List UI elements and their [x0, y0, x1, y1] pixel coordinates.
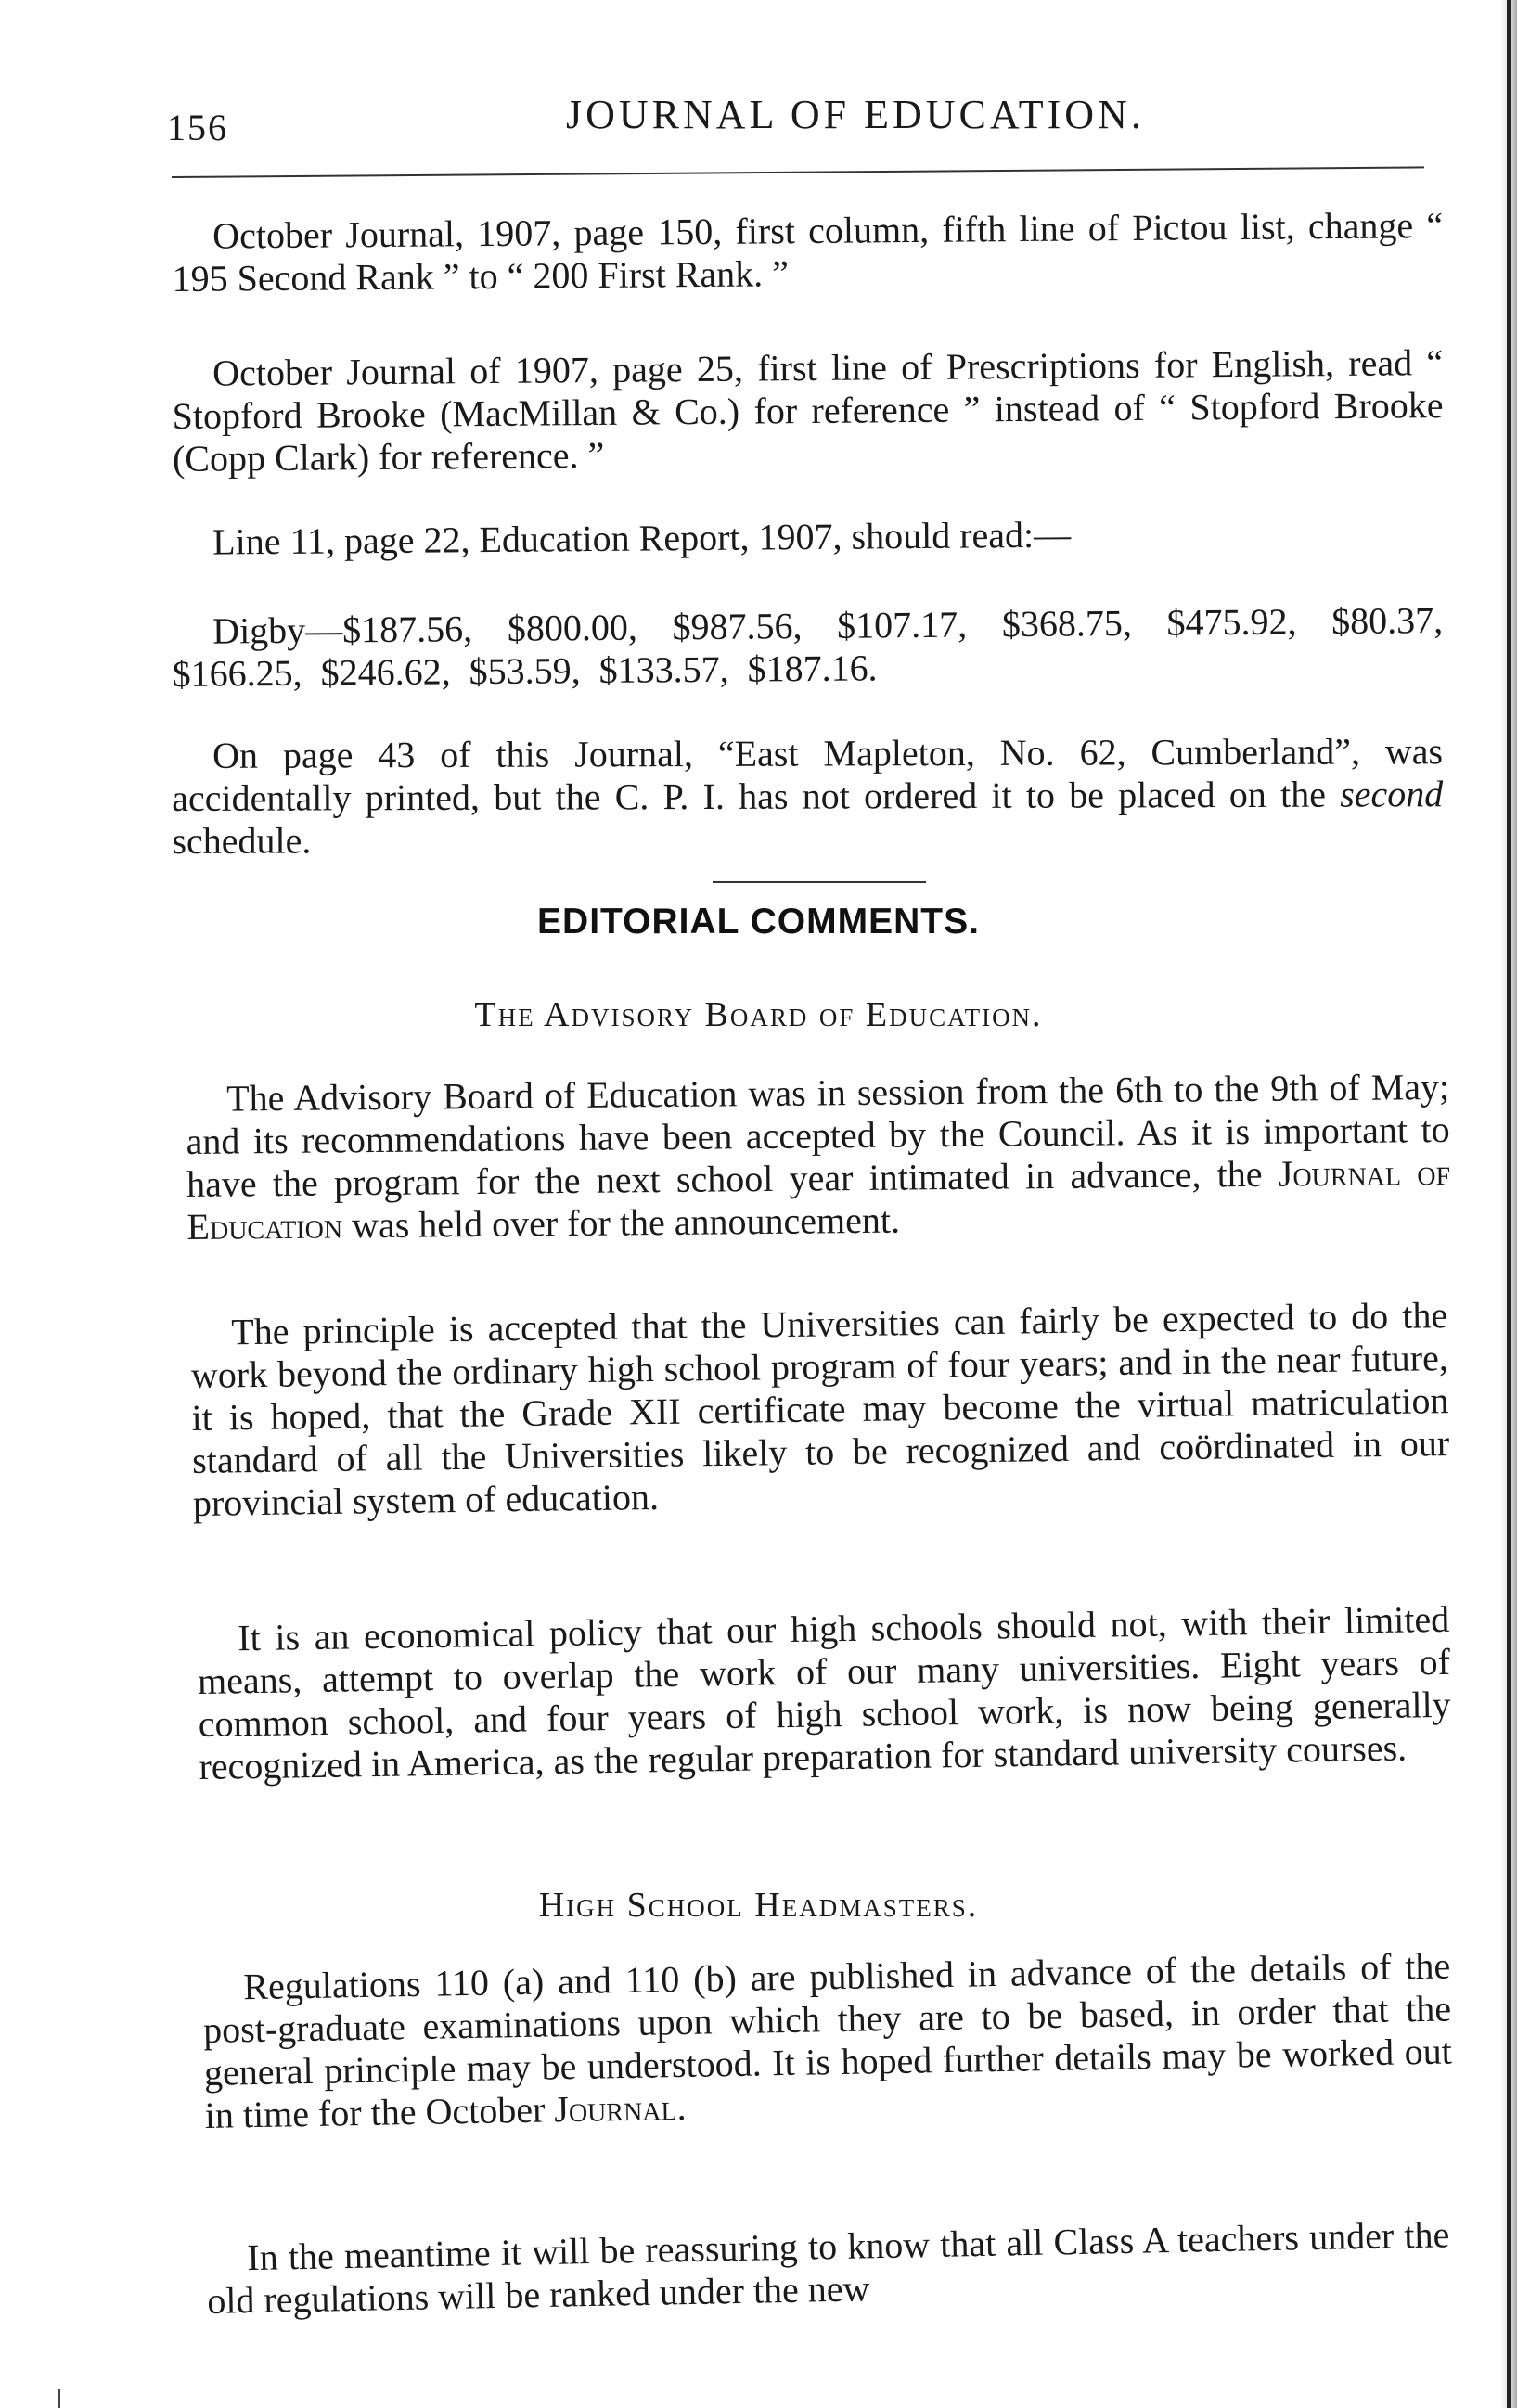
erratum-text: October Journal of 1907, page 25, first line of Prescriptions for English, read “ Stopford Brooke (MacMillan & Co.) for reference ” instead of “ Stopford Brooke (Copp Clark) for reference. ”: [172, 341, 1444, 480]
advisory-board-paragraph-2: [190, 1294, 1450, 1525]
high-school-headmasters-heading: High School Headmasters.: [538, 1886, 979, 1925]
erratum-october-journal-page-150: [172, 204, 1444, 301]
page-header: [167, 91, 1447, 156]
page-spine-edge: [1507, 0, 1511, 2408]
erratum-text: [172, 730, 1443, 863]
erratum-text-part: On page 43 of this Journal, “East Mapleton, No. 62, Cumberland”, was accidentally printed, but the C. P. I. has not ordered it to be placed on the: [172, 730, 1444, 819]
erratum-october-journal-page-25: [172, 341, 1444, 480]
journal-title-small-caps: Journal: [553, 2086, 677, 2131]
paragraph-text-part: .: [676, 2085, 687, 2129]
section-divider: [713, 881, 926, 883]
erratum-text: Line 11, page 22, Education Report, 1907, should read:—: [212, 513, 1072, 563]
journal-title-small-caps: Journal of Education: [186, 1150, 1451, 1248]
header-rule: [172, 166, 1424, 178]
editorial-comments-heading: EDITORIAL COMMENTS.: [537, 902, 980, 941]
paragraph-text-part: Regulations 110 (a) and 110 (b) are published in advance of the details of the post-graduate examinations upon which they are to be based, in order that the general principle may be understood. It is hoped further details may be worked out in time for the October: [202, 1944, 1453, 2136]
page-number: 156: [167, 107, 228, 148]
advisory-board-paragraph-1: [186, 1066, 1451, 1249]
running-title: JOURNAL OF EDUCATION.: [566, 92, 1145, 137]
paragraph-text: In the meantime it will be reassuring to know that all Class A teachers under the old regulations will be ranked under the new: [206, 2213, 1450, 2322]
erratum-east-mapleton: [172, 730, 1443, 863]
erratum-digby-figures: [172, 599, 1444, 696]
paragraph-text-part: The Advisory Board of Education was in session from the 6th to the 9th of May; and its recommendations have been accepted by the Council. As it is important to have the program for the next school year intimated in advance, the: [186, 1065, 1450, 1205]
emphasis-second: second: [1340, 773, 1444, 815]
paragraph-text: It is an economical policy that our high schools should not, with their limited means, attempt to overlap the work of our many universities. Eight years of common school, and four years of high school work, is now being generally recognized in America, as the regular preparation for standard university courses.: [197, 1597, 1451, 1787]
scan-artifact-mark: [58, 2389, 60, 2408]
erratum-text-part: schedule.: [172, 819, 312, 862]
paragraph-text-part: was held over for the announcement.: [341, 1198, 901, 1247]
headmasters-paragraph-2: [206, 2213, 1451, 2323]
headmasters-paragraph-1: [202, 1945, 1453, 2137]
erratum-text: October Journal, 1907, page 150, first column, fifth line of Pictou list, change “ 195 Second Rank ” to “ 200 First Rank. ”: [172, 204, 1444, 300]
advisory-board-heading: The Advisory Board of Education.: [474, 995, 1043, 1034]
erratum-text: Digby—$187.56, $800.00, $987.56, $107.17, $368.75, $475.92, $80.37, $166.25, $246.62, $53.59, $133.57, $187.16.: [172, 599, 1444, 695]
paragraph-text: The principle is accepted that the Universities can fairly be expected to do the work beyond the ordinary high school program of four years; and in the near future, it is hoped, that the Grade XII certificate may become the virtual matriculation standard of all the Universities likely to be recognized and coördinated in our provincial system of education.: [190, 1294, 1450, 1524]
erratum-education-report-line: [172, 510, 1443, 564]
paragraph-text: [186, 1066, 1451, 1249]
advisory-board-paragraph-3: [197, 1598, 1452, 1788]
paragraph-text: [202, 1945, 1453, 2137]
